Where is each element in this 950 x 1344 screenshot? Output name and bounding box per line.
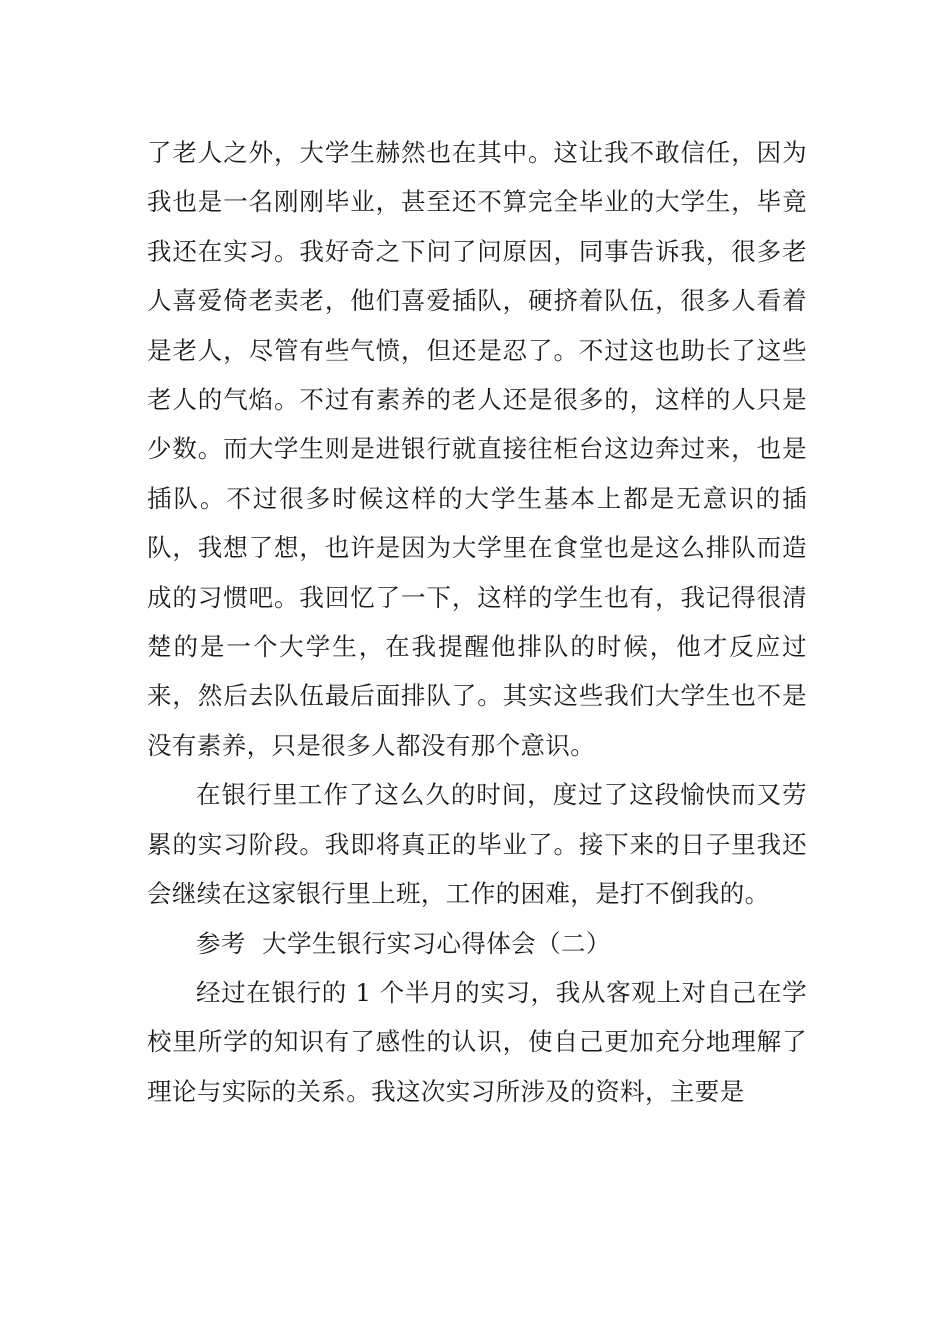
document-body bbox=[147, 128, 807, 1116]
paragraph-continuation: 了老人之外，大学生赫然也在其中。这让我不敢信任，因为我也是一名刚刚毕业，甚至还不算完全毕业的大学生，毕竟我还在实习。我好奇之下问了问原因，同事告诉我，很多老人喜爱倚老卖老，他们喜爱插队，硬挤着队伍，很多人看着是老人，尽管有些气愤，但还是忍了。不过这也助长了这些老人的气焰。不过有素养的老人还是很多的，这样的人只是少数。而大学生则是进银行就直接往柜台这边奔过来，也是插队。不过很多时候这样的大学生基本上都是无意识的插队，我想了想，也许是因为大学里在食堂也是这么排队而造成的习惯吧。我回忆了一下，这样的学生也有，我记得很清楚的是一个大学生，在我提醒他排队的时候，他才反应过来，然后去队伍最后面排队了。其实这些我们大学生也不是没有素养，只是很多人都没有那个意识。 bbox=[147, 138, 807, 760]
paragraph-section-intro: 经过在银行的 1 个半月的实习，我从客观上对自己在学校里所学的知识有了感性的认识，使自己更加充分地理解了理论与实际的关系。我这次实习所涉及的资料，主要是 bbox=[147, 977, 807, 1106]
paragraph-conclusion: 在银行里工作了这么久的时间，度过了这段愉快而又劳累的实习阶段。我即将真正的毕业了。接下来的日子里我还会继续在这家银行里上班，工作的困难，是打不倒我的。 bbox=[147, 780, 807, 909]
section-heading: 参考 大学生银行实习心得体会（二） bbox=[196, 928, 611, 958]
